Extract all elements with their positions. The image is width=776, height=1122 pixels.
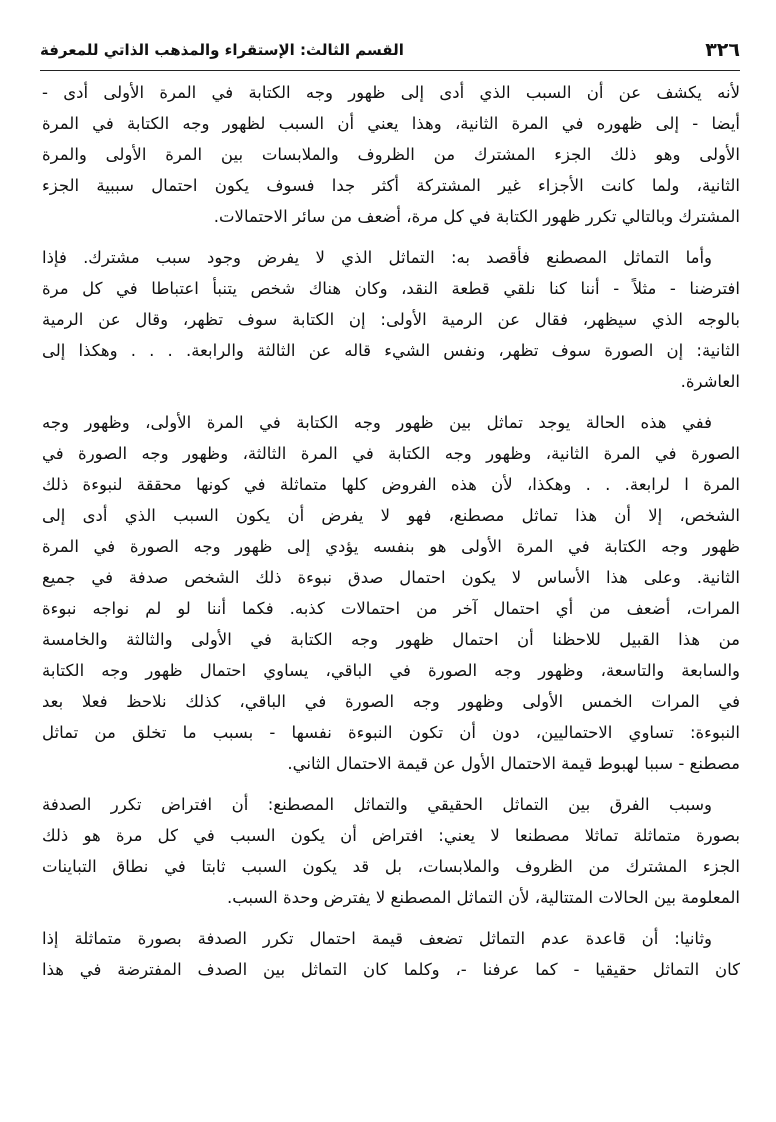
- text-line: النبوءة: تساوي الاحتماليين، دون أن تكون النبوءة نفسها - بسبب ما تخلق من تماثل: [42, 723, 740, 742]
- text-line: المرة ا لرابعة. . . وهكذا، لأن هذه الفروض كلها متماثلة في كونها محققة لنبوءة ذلك: [42, 475, 740, 494]
- text-line: ظهور وجه الكتابة في المرة الأولى هو بنفسه يؤدي إلى ظهور وجه الصورة في المرة: [42, 537, 740, 556]
- running-title: القسم الثالث: الإستقراء والمذهب الذاتي للمعرفة: [40, 41, 404, 59]
- text-line: والسابعة والتاسعة، وظهور وجه الصورة في الباقي، يساوي احتمال ظهور وجه الكتابة: [42, 661, 740, 680]
- page-header: [40, 30, 740, 71]
- text-line: الجزء المشترك من الظروف والملابسات، بل قد يكون السبب ثابتا في نطاق التباينات: [42, 857, 740, 876]
- text-line: وثانيا: أن قاعدة عدم التماثل تضعف قيمة احتمال تكرر الصدفة بصورة متماثلة إذا: [42, 929, 712, 948]
- text-line: ففي هذه الحالة يوجد تماثل بين ظهور وجه الكتابة في المرة الأولى، وظهور وجه: [42, 413, 712, 432]
- text-line: بالوجه الذي سيظهر، فقال عن الرمية الأولى: إن الكتابة سوف تظهر، وقال عن الرمية: [42, 310, 740, 329]
- paragraph: [42, 407, 740, 779]
- text-line: الثانية: إن الصورة سوف تظهر، ونفس الشيء قاله عن الثالثة والرابعة. . . . وهكذا إلى: [42, 341, 740, 360]
- text-line: الثانية. وعلى هذا الأساس لا يكون احتمال صدق نبوءة ذلك الشخص صدفة في جميع: [42, 568, 740, 587]
- paragraph: [42, 77, 740, 232]
- text-line: افترضنا - مثلاً - أننا كنا نلقي قطعة النقد، وكان هناك شخص يتنبأ اعتباطا في كل مرة: [42, 279, 740, 298]
- page-number: ٣٢٦: [705, 39, 740, 61]
- text-line: المعلومة بين الحالات المتتالية، لأن التماثل المصطنع لا يفترض وحدة السبب.: [226, 888, 740, 907]
- text-line: مصطنع - سببا لهبوط قيمة الاحتمال الأول عن قيمة الاحتمال الثاني.: [287, 754, 740, 773]
- text-line: لأنه يكشف عن أن السبب الذي أدى إلى ظهور وجه الكتابة في المرة الأولى أدى -: [42, 83, 740, 102]
- text-line: المرات، أضعف من أي احتمال آخر من احتمالات كذبه. فكما أننا لو لم نواجه نبوءة: [42, 599, 740, 618]
- text-line: الشخص، إلا أن هذا تماثل مصطنع، فهو لا يفرض أن يكون السبب الذي أدى إلى: [42, 506, 740, 525]
- paragraph: [42, 242, 740, 397]
- text-line: الثانية، ولما كانت الأجزاء غير المشتركة أكثر جدا فسوف يكون احتمال سببية الجزء: [42, 176, 740, 195]
- page-body: [42, 77, 740, 995]
- text-line: الأولى وهو ذلك الجزء المشترك من الظروف والملابسات بين المرة الأولى والمرة: [42, 145, 740, 164]
- text-line: كان التماثل حقيقيا - كما عرفنا -، وكلما كان التماثل بين الصدف المفترضة في هذا: [42, 960, 740, 979]
- text-line: العاشرة.: [680, 372, 740, 391]
- text-line: أيضا - إلى ظهوره في المرة الثانية، وهذا يعني أن السبب لظهور وجه الكتابة في المرة: [42, 114, 740, 133]
- paragraph: [42, 789, 740, 913]
- text-line: من هذا القبيل للاحظنا أن احتمال ظهور وجه الكتابة في الأولى والثالثة والخامسة: [42, 630, 740, 649]
- text-line: وسبب الفرق بين التماثل الحقيقي والتماثل المصطنع: أن افتراض تكرر الصدفة: [42, 795, 712, 814]
- text-line: وأما التماثل المصطنع فأقصد به: التماثل الذي لا يفرض وجود سبب مشترك. فإذا: [42, 248, 712, 267]
- paragraph: [42, 923, 740, 985]
- text-line: الصورة في المرة الثانية، وظهور وجه الكتابة في المرة الثالثة، وظهور وجه الصورة في: [42, 444, 740, 463]
- text-line: المشترك وبالتالي تكرر ظهور الكتابة في كل مرة، أضعف من سائر الاحتمالات.: [213, 207, 740, 226]
- text-line: بصورة متماثلة تماثلا مصطنعا لا يعني: افتراض أن يكون السبب في كل مرة هو ذلك: [42, 826, 740, 845]
- text-line: في المرات الخمس الأولى وظهور وجه الصورة في الباقي، كذلك نلاحظ فعلا بعد: [42, 692, 740, 711]
